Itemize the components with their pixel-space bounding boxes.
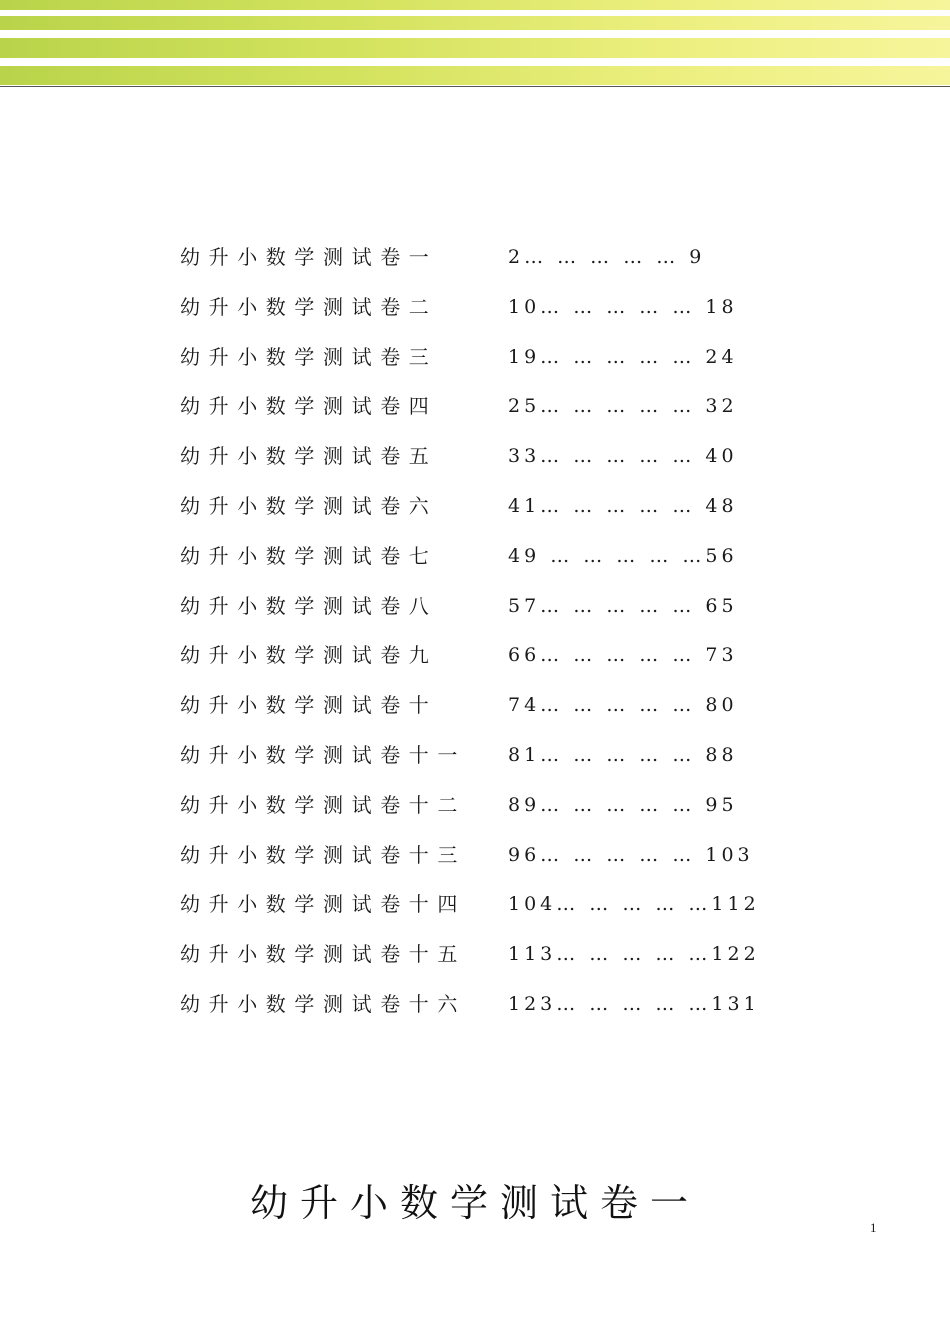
- toc-entry-title: 幼升小数学测试卷十二: [180, 792, 466, 817]
- toc-entry[interactable]: [180, 536, 780, 586]
- toc-entry-pages: 81… … … … … 88: [508, 743, 738, 766]
- toc-entry-pages: 89… … … … … 95: [508, 793, 738, 816]
- toc-entry[interactable]: [180, 486, 780, 536]
- section-title: 幼升小数学测试卷一: [249, 1181, 700, 1225]
- toc-entry-title: 幼升小数学测试卷四: [180, 394, 438, 419]
- toc-entry-pages: 96… … … … … 103: [508, 843, 754, 866]
- toc-entry[interactable]: [180, 635, 780, 685]
- toc-entry[interactable]: [180, 237, 780, 287]
- table-of-contents: [180, 237, 780, 1034]
- toc-entry[interactable]: [180, 586, 780, 636]
- toc-entry-title: 幼升小数学测试卷七: [180, 543, 438, 568]
- toc-entry-title: 幼升小数学测试卷十四: [180, 892, 466, 917]
- toc-entry-title: 幼升小数学测试卷十三: [180, 842, 466, 867]
- header-stripe: [0, 38, 950, 58]
- toc-entry[interactable]: [180, 984, 780, 1034]
- toc-entry-pages: 25… … … … … 32: [508, 395, 738, 418]
- toc-entry[interactable]: [180, 884, 780, 934]
- toc-entry-title: 幼升小数学测试卷五: [180, 444, 438, 469]
- toc-entry[interactable]: [180, 934, 780, 984]
- toc-entry-pages: 123… … … … …131: [508, 992, 760, 1015]
- header-stripe: [0, 0, 950, 10]
- toc-entry-pages: 57… … … … … 65: [508, 594, 738, 617]
- toc-entry[interactable]: [180, 835, 780, 885]
- toc-entry-title: 幼升小数学测试卷八: [180, 593, 438, 618]
- toc-entry-pages: 113… … … … …122: [508, 943, 760, 966]
- header-stripe: [0, 16, 950, 30]
- toc-entry-title: 幼升小数学测试卷十一: [180, 742, 466, 767]
- toc-entry[interactable]: [180, 685, 780, 735]
- toc-entry[interactable]: [180, 785, 780, 835]
- header-rule: [0, 86, 950, 87]
- toc-entry-title: 幼升小数学测试卷二: [180, 294, 438, 319]
- toc-entry-pages: 104… … … … …112: [508, 893, 760, 916]
- toc-entry-title: 幼升小数学测试卷十六: [180, 991, 466, 1016]
- toc-entry-pages: 33… … … … … 40: [508, 445, 738, 468]
- toc-entry-pages: 10… … … … … 18: [508, 295, 738, 318]
- toc-entry-title: 幼升小数学测试卷九: [180, 643, 438, 668]
- toc-entry-pages: 66… … … … … 73: [508, 644, 738, 667]
- toc-entry-title: 幼升小数学测试卷三: [180, 344, 438, 369]
- toc-entry-title: 幼升小数学测试卷十: [180, 693, 438, 718]
- header-stripe: [0, 66, 950, 85]
- toc-entry-title: 幼升小数学测试卷一: [180, 245, 438, 269]
- header-stripes: [0, 0, 950, 88]
- toc-entry[interactable]: [180, 386, 780, 436]
- toc-entry[interactable]: [180, 287, 780, 337]
- toc-entry-pages: 2… … … … … 9: [508, 246, 706, 268]
- toc-entry-title: 幼升小数学测试卷六: [180, 493, 438, 518]
- toc-entry-pages: 49 … … … … …56: [508, 544, 738, 567]
- toc-entry-title: 幼升小数学测试卷十五: [180, 942, 466, 967]
- toc-entry[interactable]: [180, 337, 780, 387]
- toc-entry-pages: 19… … … … … 24: [508, 345, 738, 368]
- toc-entry-pages: 41… … … … … 48: [508, 494, 738, 517]
- toc-entry[interactable]: [180, 735, 780, 785]
- page-number: 1: [870, 1220, 877, 1235]
- toc-entry[interactable]: [180, 436, 780, 486]
- toc-entry-pages: 74… … … … … 80: [508, 694, 738, 717]
